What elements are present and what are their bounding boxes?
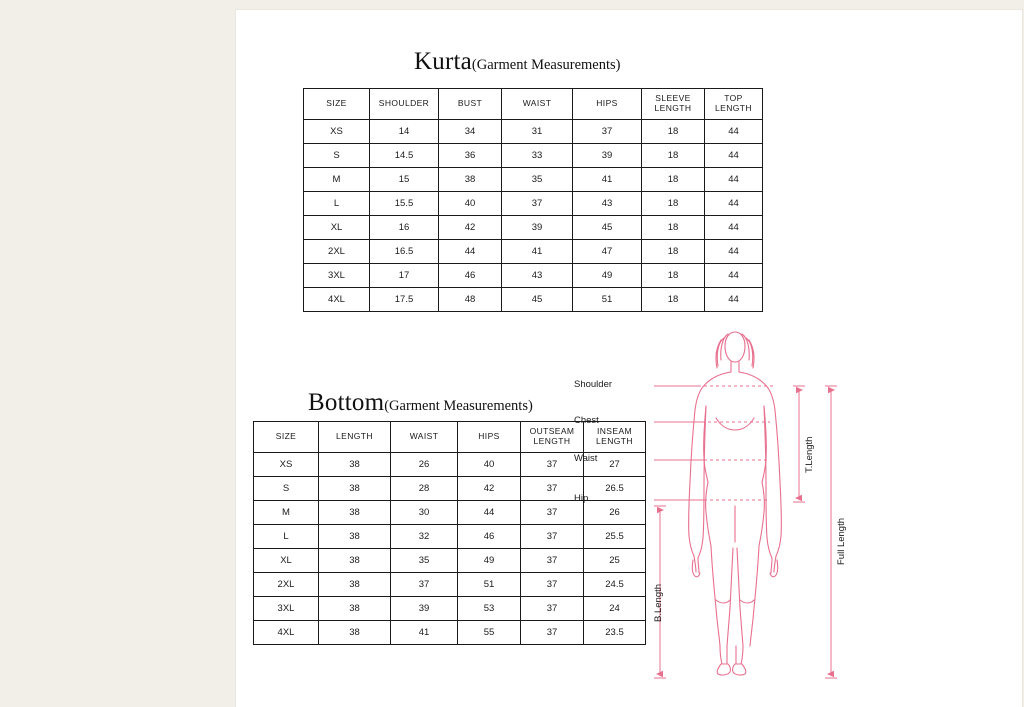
- cell-sleeve-length: 18: [642, 192, 705, 216]
- cell-hips: 37: [573, 120, 642, 144]
- column-header-text: LENGTH: [715, 103, 752, 113]
- cell-hips: 55: [458, 621, 521, 645]
- cell-inseam-length: 24.5: [584, 573, 646, 597]
- cell-inseam-length: 24: [584, 597, 646, 621]
- cell-length: 38: [319, 453, 391, 477]
- column-header-text: OUTSEAM: [529, 426, 575, 437]
- cell-waist: 33: [502, 144, 573, 168]
- cell-shoulder: 15.5: [370, 192, 439, 216]
- cell-shoulder: 16: [370, 216, 439, 240]
- cell-waist: 35: [502, 168, 573, 192]
- kurta-title: Kurta: [414, 48, 472, 75]
- cell-waist: 31: [502, 120, 573, 144]
- cell-size: 3XL: [254, 597, 319, 621]
- cell-bust: 42: [439, 216, 502, 240]
- cell-outseam-length: 37: [521, 573, 584, 597]
- figure-label-shoulder: Shoulder: [574, 379, 613, 390]
- figure-label-waist: Waist: [574, 453, 598, 464]
- table-row: [254, 573, 646, 597]
- table-row: [304, 240, 763, 264]
- cell-inseam-length: 23.5: [584, 621, 646, 645]
- cell-inseam-length: 26.5: [584, 477, 646, 501]
- cell-top-length: 44: [705, 264, 763, 288]
- cell-size: 4XL: [304, 288, 370, 312]
- figure-label-t-length: T.Length: [804, 436, 815, 473]
- cell-size: M: [254, 501, 319, 525]
- column-header-text: WAIST: [409, 431, 439, 442]
- cell-waist: 39: [391, 597, 458, 621]
- cell-shoulder: 16.5: [370, 240, 439, 264]
- cell-waist: 37: [502, 192, 573, 216]
- figure-label-b-length: B.Length: [653, 583, 664, 622]
- cell-top-length: 44: [705, 192, 763, 216]
- cell-length: 38: [319, 549, 391, 573]
- cell-size: S: [304, 144, 370, 168]
- column-header-text: SHOULDER: [378, 98, 430, 109]
- cell-bust: 40: [439, 192, 502, 216]
- cell-waist: 28: [391, 477, 458, 501]
- cell-bust: 34: [439, 120, 502, 144]
- cell-outseam-length: 37: [521, 621, 584, 645]
- cell-top-length: 44: [705, 216, 763, 240]
- cell-hips: 51: [573, 288, 642, 312]
- cell-bust: 36: [439, 144, 502, 168]
- table-row: [254, 621, 646, 645]
- cell-hips: 45: [573, 216, 642, 240]
- kurta-measurements-table: [303, 88, 763, 312]
- cell-size: 2XL: [304, 240, 370, 264]
- bottom-subtitle: (Garment Measurements): [384, 398, 533, 414]
- column-header-text: INSEAM: [597, 426, 632, 437]
- table-row: [254, 501, 646, 525]
- cell-top-length: 44: [705, 168, 763, 192]
- cell-waist: 32: [391, 525, 458, 549]
- cell-size: L: [304, 192, 370, 216]
- column-header-bust: [439, 89, 502, 120]
- cell-waist: 41: [502, 240, 573, 264]
- column-header-text: LENGTH: [533, 436, 571, 446]
- cell-outseam-length: 37: [521, 477, 584, 501]
- column-header-text: LENGTH: [654, 103, 692, 113]
- cell-inseam-length: 25.5: [584, 525, 646, 549]
- cell-size: XS: [254, 453, 319, 477]
- table-row: [304, 144, 763, 168]
- cell-size: 4XL: [254, 621, 319, 645]
- cell-outseam-length: 37: [521, 549, 584, 573]
- cell-inseam-length: 27: [584, 453, 646, 477]
- cell-top-length: 44: [705, 288, 763, 312]
- cell-shoulder: 17: [370, 264, 439, 288]
- column-header-sleeve-length: [642, 89, 705, 120]
- cell-waist: 43: [502, 264, 573, 288]
- table-row: [254, 549, 646, 573]
- table-row: [304, 192, 763, 216]
- column-header-text: SIZE: [326, 98, 347, 109]
- cell-outseam-length: 37: [521, 453, 584, 477]
- cell-hips: 49: [573, 264, 642, 288]
- cell-bust: 44: [439, 240, 502, 264]
- bottom-heading: [308, 389, 533, 417]
- cell-inseam-length: 25: [584, 549, 646, 573]
- bottom-title: Bottom: [308, 389, 385, 416]
- cell-length: 38: [319, 477, 391, 501]
- figure-label-full-length: Full Length: [836, 517, 847, 565]
- cell-waist: 39: [502, 216, 573, 240]
- column-header-length: [319, 422, 391, 453]
- cell-sleeve-length: 18: [642, 216, 705, 240]
- column-header-text: LENGTH: [596, 436, 633, 446]
- cell-hips: 39: [573, 144, 642, 168]
- column-header-text: SLEEVE: [655, 93, 691, 104]
- table-row: [304, 120, 763, 144]
- column-header-text: BUST: [457, 98, 483, 109]
- cell-hips: 43: [573, 192, 642, 216]
- cell-bust: 46: [439, 264, 502, 288]
- cell-bust: 48: [439, 288, 502, 312]
- cell-inseam-length: 26: [584, 501, 646, 525]
- cell-hips: 53: [458, 597, 521, 621]
- table-row: [304, 288, 763, 312]
- cell-top-length: 44: [705, 120, 763, 144]
- cell-size: XL: [304, 216, 370, 240]
- cell-outseam-length: 37: [521, 597, 584, 621]
- table-row: [254, 525, 646, 549]
- cell-hips: 41: [573, 168, 642, 192]
- cell-length: 38: [319, 525, 391, 549]
- cell-length: 38: [319, 573, 391, 597]
- cell-sleeve-length: 18: [642, 288, 705, 312]
- cell-hips: 40: [458, 453, 521, 477]
- cell-size: 2XL: [254, 573, 319, 597]
- column-header-text: SIZE: [275, 431, 297, 442]
- cell-outseam-length: 37: [521, 525, 584, 549]
- cell-hips: 46: [458, 525, 521, 549]
- cell-size: XS: [304, 120, 370, 144]
- cell-sleeve-length: 18: [642, 240, 705, 264]
- cell-size: 3XL: [304, 264, 370, 288]
- cell-waist: 41: [391, 621, 458, 645]
- column-header-text: WAIST: [522, 98, 552, 109]
- cell-length: 38: [319, 597, 391, 621]
- table-header-row: [304, 89, 763, 120]
- column-header-shoulder: [370, 89, 439, 120]
- cell-sleeve-length: 18: [642, 120, 705, 144]
- column-header-outseam-length: [521, 422, 584, 453]
- column-header-size: [304, 89, 370, 120]
- cell-shoulder: 15: [370, 168, 439, 192]
- cell-waist: 26: [391, 453, 458, 477]
- column-header-text: HIPS: [596, 98, 618, 109]
- cell-waist: 35: [391, 549, 458, 573]
- cell-hips: 42: [458, 477, 521, 501]
- table-header-row: [254, 422, 646, 453]
- cell-length: 38: [319, 501, 391, 525]
- cell-hips: 51: [458, 573, 521, 597]
- column-header-text: HIPS: [478, 431, 500, 442]
- kurta-heading: [414, 48, 621, 76]
- column-header-waist: [502, 89, 573, 120]
- table-row: [304, 216, 763, 240]
- cell-hips: 47: [573, 240, 642, 264]
- cell-shoulder: 17.5: [370, 288, 439, 312]
- cell-size: S: [254, 477, 319, 501]
- cell-shoulder: 14: [370, 120, 439, 144]
- cell-size: L: [254, 525, 319, 549]
- cell-bust: 38: [439, 168, 502, 192]
- cell-top-length: 44: [705, 144, 763, 168]
- cell-hips: 49: [458, 549, 521, 573]
- cell-waist: 30: [391, 501, 458, 525]
- figure-label-hip: Hip: [574, 493, 589, 504]
- cell-shoulder: 14.5: [370, 144, 439, 168]
- cell-size: M: [304, 168, 370, 192]
- cell-hips: 44: [458, 501, 521, 525]
- cell-outseam-length: 37: [521, 501, 584, 525]
- column-header-size: [254, 422, 319, 453]
- kurta-subtitle: (Garment Measurements): [471, 57, 621, 73]
- cell-length: 38: [319, 621, 391, 645]
- figure-label-chest: Chest: [574, 415, 599, 426]
- column-header-text: LENGTH: [336, 431, 373, 442]
- size-chart-sheet: [236, 10, 1022, 707]
- table-row: [304, 168, 763, 192]
- table-row: [254, 597, 646, 621]
- column-header-top-length: [705, 89, 763, 120]
- cell-top-length: 44: [705, 240, 763, 264]
- column-header-hips: [458, 422, 521, 453]
- cell-sleeve-length: 18: [642, 144, 705, 168]
- column-header-waist: [391, 422, 458, 453]
- cell-sleeve-length: 18: [642, 168, 705, 192]
- cell-size: XL: [254, 549, 319, 573]
- table-row: [304, 264, 763, 288]
- column-header-text: TOP: [724, 93, 743, 104]
- column-header-hips: [573, 89, 642, 120]
- female-body-outline-illustration: [636, 310, 1016, 700]
- cell-sleeve-length: 18: [642, 264, 705, 288]
- cell-waist: 37: [391, 573, 458, 597]
- cell-waist: 45: [502, 288, 573, 312]
